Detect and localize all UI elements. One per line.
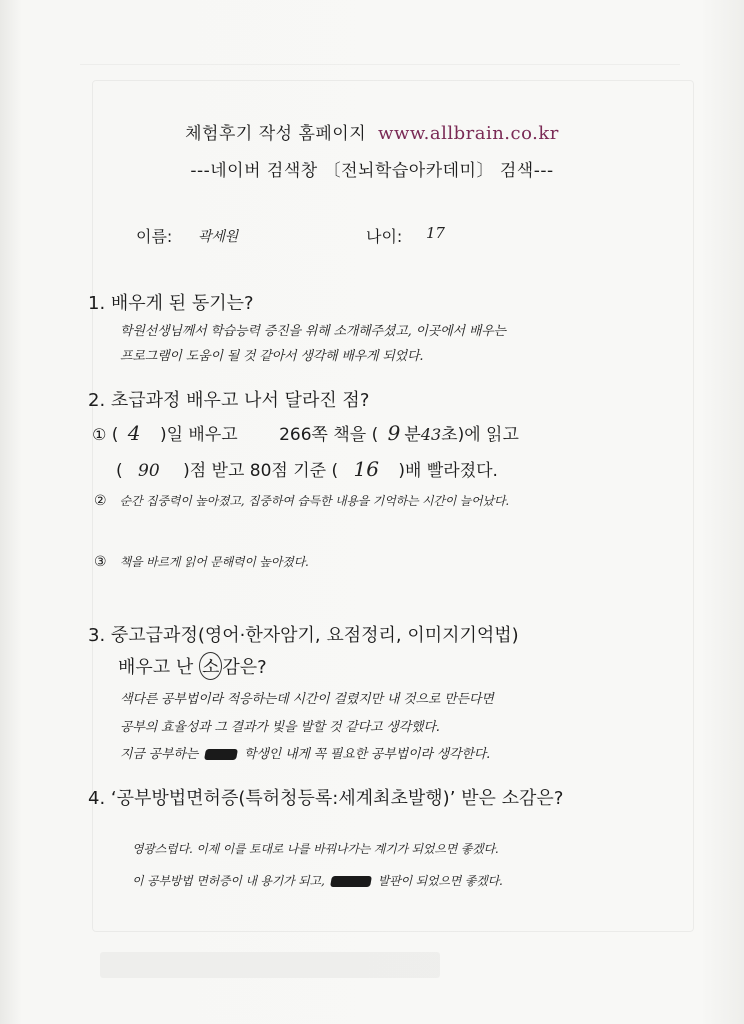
question-1-title: 1. 배우게 된 동기는? — [88, 293, 254, 314]
bleed-through-header — [80, 40, 680, 65]
question-2-item-3 — [94, 551, 309, 570]
days-value: 4 — [127, 421, 141, 445]
question-3-title-part-b: 감은? — [222, 657, 267, 678]
question-2-item-1-line-1 — [92, 420, 519, 445]
redaction-scribble — [204, 749, 238, 760]
answer-3-part-b: 학생인 내게 꼭 필요한 공부법이라 생각한다. — [243, 747, 491, 762]
times-value: 16 — [353, 457, 379, 481]
bleed-through-footer — [100, 952, 440, 978]
item-2-marker: ② — [94, 493, 107, 509]
times-suffix: )배 빨라졌다. — [398, 461, 498, 481]
score-value: 90 — [138, 461, 160, 481]
header-line-2: ---네이버 검색창 〔전뇌학습아카데미〕 검색--- — [190, 161, 554, 181]
answer-3-part-a: 지금 공부하는 — [120, 747, 199, 762]
item-2-answer: 순간 집중력이 높아졌고, 집중하여 습득한 내용을 기억하는 시간이 늘어났다. — [119, 494, 509, 508]
item-3-answer: 책을 바르게 읽어 문해력이 높아졌다. — [119, 555, 309, 569]
question-1-answer-line-1: 학원선생님께서 학습능력 증진을 위해 소개해주셨고, 이곳에서 배우는 — [120, 324, 506, 339]
item-1-marker: ① — [92, 425, 107, 444]
minutes-unit: 분 — [404, 425, 421, 445]
item-3-marker: ③ — [94, 554, 107, 570]
question-2-item-1-line-2 — [116, 456, 498, 481]
seconds-unit: 초)에 읽고 — [441, 425, 519, 445]
question-4-answer-line-1: 영광스럽다. 이제 이를 토대로 나를 바꿔나가는 계기가 되었으면 좋겠다. — [132, 842, 499, 856]
seconds-value: 43 — [420, 425, 442, 444]
score-paren-open: ( — [116, 461, 123, 481]
question-3-title-part-a: 배우고 난 — [118, 657, 199, 678]
answer-4-part-b: 발판이 되었으면 좋겠다. — [377, 874, 503, 888]
header-title: 체험후기 작성 홈페이지 — [185, 124, 367, 144]
age-label: 나이: — [366, 227, 403, 246]
question-4-answer-line-2 — [132, 872, 503, 889]
question-3-answer-line-3 — [120, 743, 490, 762]
circled-character: 소 — [199, 652, 222, 680]
days-suffix: )일 배우고 — [159, 425, 238, 445]
answer-4-part-a: 이 공부방법 면허증이 내 용기가 되고, — [132, 874, 325, 888]
question-3-title-line-1: 3. 중고급과정(영어·한자암기, 요점정리, 이미지기억법) — [88, 625, 519, 646]
homepage-url: www.allbrain.co.kr — [378, 123, 559, 144]
pages-text: 266쪽 책을 ( — [279, 425, 379, 445]
name-label: 이름: — [136, 227, 173, 246]
question-4-title: 4. ‘공부방법면허증(특허청등록:세계최초발행)’ 받은 소감은? — [88, 788, 564, 809]
question-3-answer-line-1: 색다른 공부법이라 적응하는데 시간이 걸렸지만 내 것으로 만든다면 — [120, 692, 494, 707]
question-2-title: 2. 초급과정 배우고 나서 달라진 점? — [88, 390, 370, 411]
redaction-scribble — [330, 876, 372, 887]
question-2-item-2 — [94, 490, 509, 509]
header-line-1 — [0, 119, 744, 144]
question-3-answer-line-2: 공부의 효율성과 그 결과가 빛을 발할 것 같다고 생각했다. — [120, 720, 440, 735]
score-suffix: )점 받고 80점 기준 ( — [183, 461, 339, 481]
question-1-answer-line-2: 프로그램이 도움이 될 것 같아서 생각해 배우게 되었다. — [120, 349, 424, 364]
paren-open: ( — [111, 425, 119, 445]
name-value: 곽세원 — [198, 229, 238, 245]
age-value: 17 — [426, 224, 445, 242]
question-3-title-line-2 — [118, 652, 267, 680]
minutes-value: 9 — [387, 421, 401, 445]
